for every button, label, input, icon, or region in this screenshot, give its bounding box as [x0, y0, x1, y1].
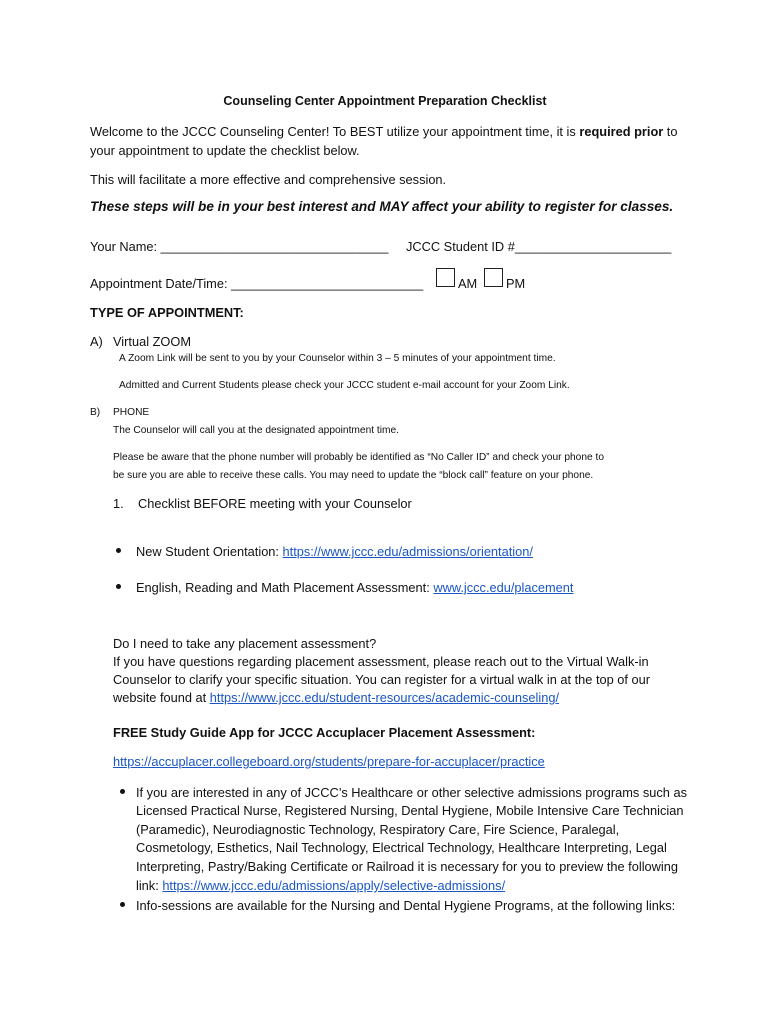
intro-text: Welcome to the JCCC Counseling Center! To BEST utilize your appointment time, it is: [90, 124, 580, 139]
option-b-marker: B): [90, 407, 101, 418]
placement-text-1: If you have questions regarding placement assessment, please reach out to the Virtual Walk-in: [113, 654, 649, 669]
option-b-line-3: be sure you are able to receive these calls. You may need to update the “block call” feature on your phone.: [113, 470, 594, 481]
orientation-label: New Student Orientation:: [136, 544, 283, 559]
selective-admissions-link[interactable]: https://www.jccc.edu/admissions/apply/selective-admissions/: [162, 878, 506, 893]
placement-label: English, Reading and Math Placement Assessment:: [136, 580, 434, 595]
placement-text-3-pre: website found at: [113, 690, 210, 705]
checklist-heading: Checklist BEFORE meeting with your Counselor: [138, 496, 412, 511]
intro-required-prior: required prior: [579, 124, 664, 139]
bullet-icon: [116, 548, 121, 553]
selective-line-5: Interpreting, Pastry/Baking Certificate or Railroad it is necessary for you to preview the following: [136, 859, 678, 874]
orientation-link[interactable]: https://www.jccc.edu/admissions/orientation/: [282, 544, 533, 559]
selective-line-4: Cosmetology, Esthetics, Nail Technology, Electrical Technology, Healthcare Interpreting, Legal: [136, 840, 667, 855]
appointment-type-heading: TYPE OF APPOINTMENT:: [90, 305, 244, 320]
appointment-date-field[interactable]: Appointment Date/Time: ___________________________: [90, 276, 424, 291]
placement-link[interactable]: www.jccc.edu/placement: [433, 580, 574, 595]
option-a-line-1: A Zoom Link will be sent to you by your Counselor within 3 – 5 minutes of your appointment time.: [119, 353, 556, 364]
student-id-field[interactable]: JCCC Student ID #______________________: [406, 239, 672, 254]
academic-counseling-link[interactable]: https://www.jccc.edu/student-resources/academic-counseling/: [209, 690, 559, 705]
study-guide-heading: FREE Study Guide App for JCCC Accuplacer Placement Assessment:: [113, 725, 536, 740]
option-b-line-1: The Counselor will call you at the designated appointment time.: [113, 425, 399, 436]
selective-line-2: Licensed Practical Nurse, Registered Nursing, Dental Hygiene, Mobile Intensive Care Technician: [136, 803, 684, 818]
am-checkbox[interactable]: [436, 268, 455, 287]
selective-line-3: (Paramedic), Neurodiagnostic Technology, Respiratory Care, Fire Science, Paralegal,: [136, 822, 620, 837]
intro-line-2: your appointment to update the checklist below.: [90, 143, 360, 158]
pm-label: PM: [506, 276, 526, 291]
pm-checkbox[interactable]: [484, 268, 503, 287]
intro-line-3: This will facilitate a more effective and comprehensive session.: [90, 172, 447, 187]
bullet-icon: [116, 584, 121, 589]
placement-question: Do I need to take any placement assessment?: [113, 636, 377, 651]
page-title: Counseling Center Appointment Preparation Checklist: [223, 94, 547, 108]
bullet-icon: [120, 789, 125, 794]
emphasis-statement: These steps will be in your best interest and MAY affect your ability to register for classes.: [90, 199, 674, 214]
intro-text-end: to: [663, 124, 678, 139]
option-b-title: PHONE: [113, 407, 150, 418]
option-a-line-2: Admitted and Current Students please check your JCCC student e-mail account for your Zoom Link.: [119, 380, 570, 391]
selective-line-6: [136, 876, 505, 895]
selective-line-1: If you are interested in any of JCCC’s Healthcare or other selective admissions programs such as: [136, 785, 687, 800]
name-field[interactable]: Your Name: ________________________________: [90, 239, 389, 254]
checklist-number: 1.: [113, 496, 124, 511]
placement-text-3: [113, 688, 559, 707]
option-a-title: Virtual ZOOM: [113, 334, 191, 349]
option-a-marker: A): [90, 334, 103, 349]
placement-item: [136, 578, 573, 597]
selective-line-6-pre: link:: [136, 878, 163, 893]
am-label: AM: [458, 276, 478, 291]
accuplacer-link[interactable]: https://accuplacer.collegeboard.org/students/prepare-for-accuplacer/practice: [113, 754, 545, 769]
intro-line-1: [90, 122, 677, 141]
option-b-line-2: Please be aware that the phone number will probably be identified as “No Caller ID” and check your phone to: [113, 452, 604, 463]
accuplacer-practice-link: [113, 752, 545, 771]
placement-text-2: Counselor to clarify your specific situation. You can register for a virtual walk in at the top of our: [113, 672, 651, 687]
orientation-item: [136, 542, 533, 561]
info-sessions-line: Info-sessions are available for the Nursing and Dental Hygiene Programs, at the following links:: [136, 898, 676, 913]
bullet-icon: [120, 902, 125, 907]
